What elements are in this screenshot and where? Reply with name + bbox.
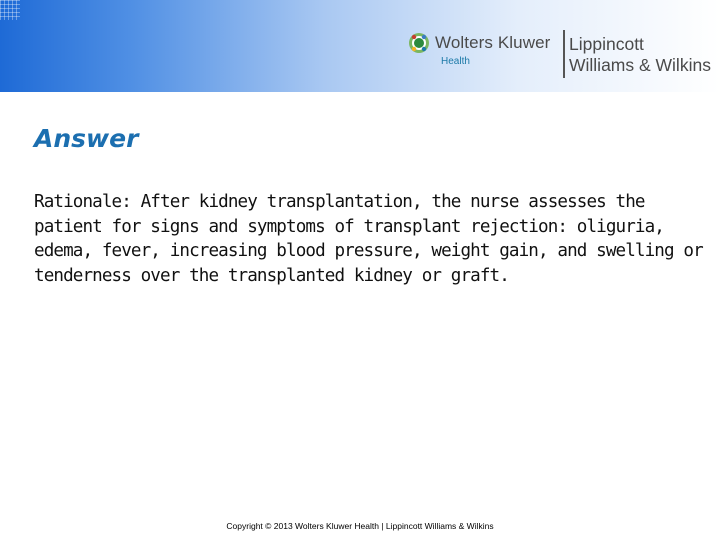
publisher-logo (408, 28, 714, 80)
logo-company-name: Wolters Kluwer (435, 33, 551, 52)
logo-imprint-line2: Williams & Wilkins (569, 55, 711, 75)
slide-title: Answer (34, 124, 139, 153)
wolters-kluwer-logo-icon (408, 32, 430, 54)
copyright-footer: Copyright © 2013 Wolters Kluwer Health | Lippincott Williams & Wilkins (226, 521, 494, 531)
logo-division-name: Health (441, 56, 470, 67)
corner-grid-pattern (0, 0, 20, 20)
slide-body-text: Rationale: After kidney transplantation, the nurse assesses the patient for signs and symptoms of transplant rejection: oliguria, edema, fever, increasing blood pressure, weight gain, and swelling or tenderness over the transplanted kidney or graft. (34, 192, 703, 286)
logo-imprint-line1: Lippincott (569, 34, 644, 54)
logo-divider (563, 30, 565, 78)
